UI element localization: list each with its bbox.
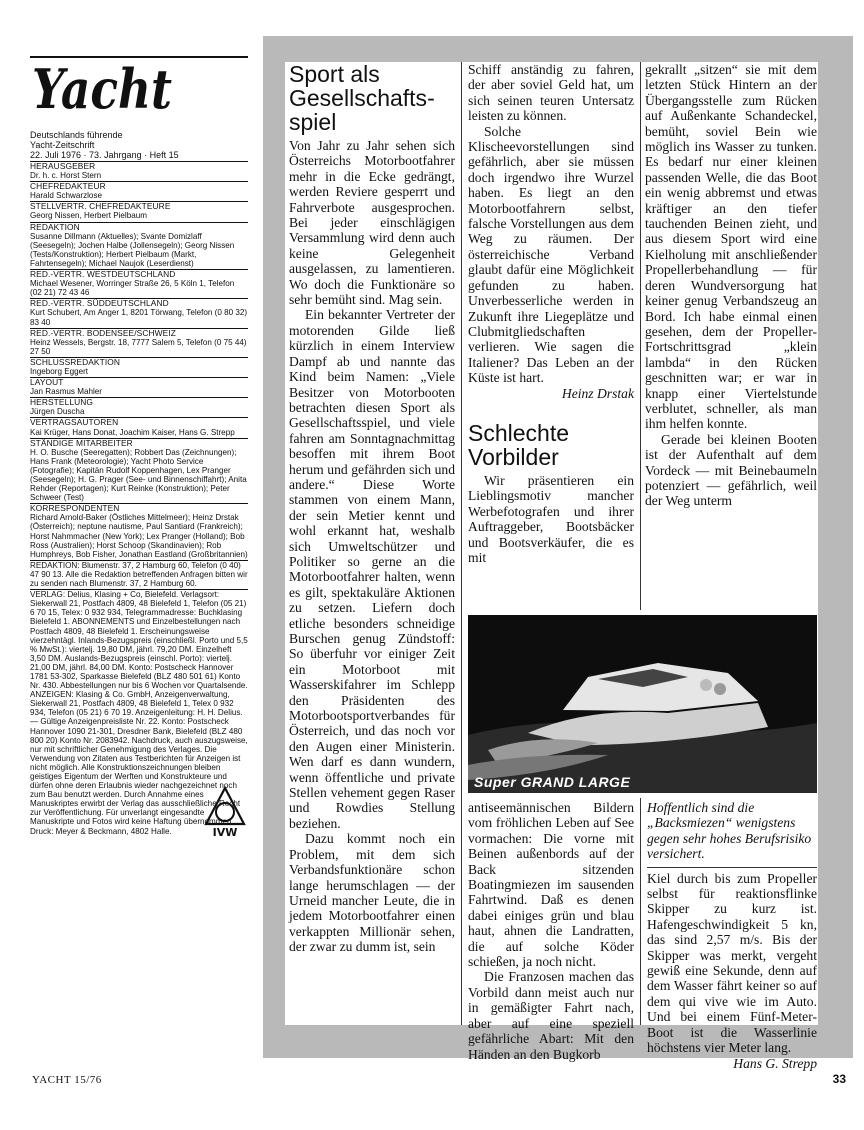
masthead-section — [30, 328, 248, 356]
section-body: Michael Wesener, Worringer Straße 26, 5 Köln 1, Telefon (02 21) 72 43 46 — [30, 279, 235, 298]
yacht-logo — [30, 56, 248, 128]
section-head: REDAKTION — [30, 221, 80, 232]
masthead-section — [30, 560, 248, 588]
caption-rule — [647, 867, 817, 868]
section-body: Heinz Wessels, Bergstr. 18, 7777 Salem 5, Telefon (0 75 44) 27 50 — [30, 337, 247, 356]
masthead-sections — [30, 161, 248, 836]
section-body: Dr. h. c. Horst Stern — [30, 171, 102, 181]
column-rule — [640, 798, 641, 1025]
masthead-section — [30, 269, 248, 297]
tagline-line: Yacht-Zeitschrift — [30, 140, 95, 150]
masthead-section — [30, 222, 248, 268]
article-body — [285, 61, 818, 1071]
article-column-1 — [289, 62, 455, 955]
section-head: RED.-VERTR. BODENSEE/SCHWEIZ — [30, 327, 176, 338]
section-head: HERAUSGEBER — [30, 161, 96, 171]
paragraph: Von Jahr zu Jahr sehen sich Österreichs Motorbootfahrer mehr in die Ecke gedrängt, werden Reviere gesperrt und Fahrverbote ausgesprochen. Bei jeder einschlägigen Versammlung wird denn auch keine Gelegenheit ausgelassen, zu lamentieren. Wo doch die Funktionäre so sehr bemüht sind. Mag sein. — [289, 138, 455, 308]
author-heinz-drstak: Heinz Drstak — [561, 385, 634, 401]
section-body: Jürgen Duscha — [30, 407, 85, 417]
masthead-section — [30, 438, 248, 503]
section-head: KORRESPONDENTEN — [30, 503, 120, 514]
masthead-section — [30, 589, 248, 836]
paragraph: Gerade bei kleinen Booten ist der Aufenthalt auf dem Vordeck — mit Beinebaumeln potenziert — gefährlich, weil der Weg unterm — [645, 431, 817, 509]
article-frame — [263, 36, 853, 1071]
section-body: REDAKTION: Blumenstr. 37, 2 Hamburg 60, Telefon (0 40) 47 90 13. Alle die Redaktion betreffenden Anfragen bitten wir zu senden nach Blumenstr. 37, 2 Hamburg 60. — [30, 560, 248, 589]
boat-image — [468, 615, 817, 793]
article-column-3 — [645, 62, 817, 509]
tagline-issue: 22. Juli 1976 · 73. Jahrgang · Heft 15 — [30, 150, 179, 160]
paragraph: Die Franzosen machen das Vorbild dann meist auch nur in gemäßigter Fahrt nach, aber auf eine speziell gefährliche Abart: Mit den Händen an den Bugkorb — [468, 969, 634, 1062]
masthead-section — [30, 503, 248, 559]
section-body: Kai Krüger, Hans Donat, Joachim Kaiser, Hans G. Strepp — [30, 427, 235, 437]
section-body: H. O. Busche (Seeregatten); Robbert Das (Zeichnungen); Hans Frank (Meteorologie); Yacht Photo Service (Fotografie); Kapitän Rudolf Koppenhagen, Lex Pranger (Seesegeln); H. G. Prager (See- und Binnenschiffahrt); Anita Rehder (Reportagen); Kurt Reinke (Konstruktion); Peter Schweer (Test) — [30, 447, 247, 503]
section-body: Harald Schwarzlose — [30, 191, 102, 201]
author-hans-g-strepp: Hans G. Strepp — [733, 1055, 817, 1071]
section-body: Jan Rasmus Mahler — [30, 387, 102, 397]
tagline-line: Deutschlands führende — [30, 130, 123, 140]
section-head: RED.-VERTR. SÜDDEUTSCHLAND — [30, 298, 169, 309]
svg-text:IVW: IVW — [212, 825, 238, 838]
headline-sport-als-gesellschaftsspiel: Sport als Gesellschaftsspiel — [289, 61, 435, 135]
section-head: SCHLUSSREDAKTION — [30, 356, 121, 367]
paragraph: Kiel durch bis zum Propeller selbst für reaktionsflinke Skipper zu kurz ist. Hafengeschwindigkeit 5 kn, das sind 2,57 m/s. Bis der Skipper was merkt, vergeht gewiß eine Sekunde, denn auf dem Wasser fährt keiner so auf dem qui vive wie im Auto. Und bei einem Fünf-Meter-Boot ist die Wasserlinie höchstens vier Meter lang. — [647, 870, 817, 1056]
masthead-section — [30, 161, 248, 180]
paragraph: Dazu kommt noch ein Problem, mit dem sich Verbandsfunktionäre schon lange herumschlagen — der Urneid mancher Leute, die in jedem Motorbootfahrer einen verkappten Millionär sehen, der zwar zu dumm ist, sein — [289, 831, 455, 955]
footer-issue: YACHT 15/76 — [32, 1074, 102, 1086]
section-body: Ingeborg Eggert — [30, 366, 89, 376]
section-head: LAYOUT — [30, 377, 64, 388]
article-column-2-bottom — [468, 800, 634, 1062]
section-head: CHEFREDAKTEUR — [30, 181, 106, 192]
photo-caption: Hoffentlich sind die „Backsmiezen“ wenigstens gegen sehr hohes Berufsrisiko versichert. — [647, 800, 812, 862]
section-body: Kurt Schubert, Am Anger 1, 8201 Törwang, Telefon (0 80 32) 83 40 — [30, 308, 248, 327]
masthead-section — [30, 397, 248, 416]
paragraph: gekrallt „sitzen“ sie mit dem letzten Stück Hintern an der Übergangsstelle zum Rücken auf Außenkante Schandeckel, bemüht, soviel Bein wie möglich ins Wasser zu tunken. Es bedarf nur einer kleinen passenden Welle, die das Boot ein wenig abbremst und etwas kräftiger an den tiefer tauchenden Beinen zieht, und aus diesem Sport wird eine Kielholung mit anschließender Propellerbehandlung — für deren Wundversorgung hat keiner genug Verbandszeug an Bord. Ich habe einmal einen gesehen, dem der Propeller-Fortschrittsgrad „klein lambda“ in den Rücken geschnitten war; er war in knapp einer Viertelstunde verblutet, schneller, als man ihm helfen konnte. — [645, 62, 817, 432]
section-head: HERSTELLUNG — [30, 397, 93, 408]
tagline — [30, 130, 248, 160]
page-number: 33 — [832, 1072, 846, 1086]
section-body: Richard Arnold-Baker (Östliches Mittelmeer); Heinz Drstak (Österreich); neptune nautisme, Paul Santiard (Frankreich); Horst Nahmmacher (New York); Lex Pranger (Holland); Bob Ross (Australien); Horst Schoop (Skandinavien); Rob Humphreys, Bob Fisher, Jonathan Eastland (Großbritannien) — [30, 513, 248, 559]
article-column-3-bottom — [647, 800, 817, 1071]
section-head: VERTRAGSAUTOREN — [30, 417, 119, 428]
photo-label: Super GRAND LARGE — [474, 774, 631, 790]
paragraph: Ein bekannter Vertreter der motorenden Gilde ließ kürzlich in einem Interview Dampf ab und nannte das Kind beim Namen: „Viele Besitzer von Motorbooten betrachten diesen Sport als Gesellschaftsspiel, und viele fahren am Sonntagnachmittag besoffen mit ihrem Boot herum und gefährden sich und andere.“ Diese Worte stammen von einem Mann, der sein Metier kennt und wohl erkannt hat, weshalb sich Umweltschützer und Politiker so gerne an die Motorbootfahrer halten, wenn es gilt, spektakuläre Aktionen zu setzen. Liefern doch etliche besonders schneidige Burschen genug Zündstoff: So überfuhr vor einiger Zeit ein Motorboot mit Wasserskifahrer im Schlepp den Präsidenten des Motorbootsportverbandes für Österreich, und das noch vor den Augen einer Ministerin. Wen darf es dann wundern, wenn öffentliche und private Stellen vehement gegen Raser und Rowdies Stellung beziehen. — [289, 307, 455, 831]
masthead — [30, 56, 248, 1056]
publisher-info: VERLAG: Delius, Klasing + Co, Bielefeld. Verlagsort: Siekerwall 21, Postfach 4809, 48 Bielefeld 1, Telefon (05 21) 6 70 15, Telex: 0 932 934, Telegrammadresse: Buchklasing Bielefeld 1. ABONNEMENTS und Einzelbestellungen nach Postfach 4809, 48 Bielefeld 1. Erscheinungsweise vierzehntägl. Inlands-Bezugspreis (einschließl. Porto und 5,5 % MwSt.): viertelj. 19,80 DM, jährl. 79,20 DM. Einzelheft 3,50 DM. Auslands-Bezugspreis (einschl. Porto): viertelj. 21,00 DM, jährl. 84,00 DM. Konto: Postscheck Hannover 1781 53-302, Sparkasse Bielefeld (BLZ 480 501 61) Konto Nr. 430. Abbestellungen nur bis 6 Wochen vor Quartalsende. ANZEIGEN: Klasing & Co. GmbH, Anzeigenverwaltung, Siekerwall 21, Postfach 4809, 48 Bielefeld 1, Telex 0 932 934, Telefon (05 21) 6 70 19. Anzeigenleitung: H. H. Delius. — Gültige Anzeigenpreisliste Nr. 22. Konto: Postscheck Hannover 1090 21-301, Dresdner Bank, Bielefeld (BLZ 480 800 20) Konto Nr. 2083942. Nachdruck, auch auszugsweise, nur mit schriftlicher Genehmigung des Verlages. Die Verwendung von Zitaten aus Testberichten für Anzeigen ist nicht möglich. Alle Konstruktionszeichnungen bleiben geistiges Eigentum der Werften und Konstrukteure und dürfen ohne deren Erlaubnis wieder nachgezeichnet noch zum Bau benutzt werden. Durch Annahme eines Manuskriptes erwirbt der Verlag das ausschließliche Recht zur Veröffentlichung. Für unverlangt eingesandte Manuskripte und Fotos wird keine Haftung übernommen. Druck: Meyer & Beckmann, 4802 Halle. — [30, 590, 248, 836]
section-head: STÄNDIGE MITARBEITER — [30, 437, 133, 448]
column-rule — [640, 62, 641, 610]
section-head: RED.-VERTR. WESTDEUTSCHLAND — [30, 269, 176, 280]
section-body: Georg Nissen, Herbert Pielbaum — [30, 211, 147, 221]
ivw-logo — [204, 786, 246, 838]
masthead-section — [30, 201, 248, 220]
paragraph: Wir präsentieren ein Lieblingsmotiv mancher Werbefotografen und ihrer Auftraggeber, Bootsbäcker und Bootsverkäufer, die es mit — [468, 472, 634, 565]
article-column-2 — [468, 62, 634, 565]
column-rule — [461, 62, 462, 1025]
yacht-logo-text: Yacht — [32, 60, 173, 118]
headline-schlechte-vorbilder: Schlechte Vorbilder — [468, 419, 570, 470]
paragraph: Schiff anständig zu fahren, der aber soviel Geld hat, um sich seinen teuren Untersatz leisten zu können. — [468, 62, 634, 124]
masthead-section — [30, 417, 248, 436]
masthead-section — [30, 298, 248, 326]
section-head: STELLVERTR. CHEFREDAKTEURE — [30, 201, 171, 212]
paragraph: antiseemännischen Bildern vom fröhlichen Leben auf See vormachen: Die vorne mit Beinen außenbords auf der Back sitzenden Boatingmiezen im sausenden Fahrtwind. Daß es denen dabei einiges grün und blau haut, ahnen die Landratten, die auf solche Köder schießen, ja noch nicht. — [468, 800, 634, 970]
masthead-section — [30, 377, 248, 396]
boat-photo — [468, 615, 817, 793]
paragraph: Solche Klischeevorstellungen sind gefährlich, aber sie müssen doch irgendwo ihre Wurzel haben. Es liegt an den Motorbootfahrern selbst, falsche Vorstellungen aus dem Weg zu räumen. Der österreichische Verband glaubt dafür eine Möglichkeit gefunden zu haben. Unverbesserliche werden in Zukunft ihre Liegeplätze und Clubmitgliedschaften verlieren. Wie sagen die Italiener? Das Leben an der Küste ist hart. — [468, 123, 634, 386]
masthead-section — [30, 181, 248, 200]
section-body: Susanne Dillmann (Aktuelles); Svante Domizlaff (Seesegeln); Jochen Halbe (Jollensegeln); Georg Nissen (Tests/Konstruktion); Herbert Pielbaum (Markt, Fahrtensegeln); Michael Naujok (Leserdienst) — [30, 231, 235, 268]
masthead-section — [30, 357, 248, 376]
yacht-logo-graphic — [30, 60, 248, 118]
